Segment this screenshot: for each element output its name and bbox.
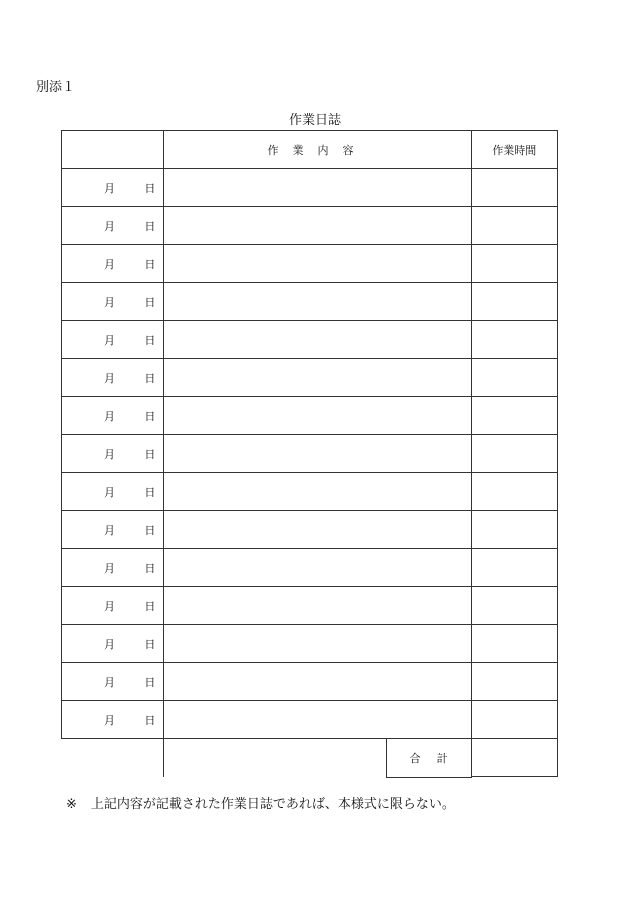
day-label: 日 bbox=[144, 637, 156, 651]
content-cell[interactable] bbox=[164, 435, 471, 473]
footnote-mark: ※ bbox=[66, 797, 77, 812]
month-label: 月 bbox=[104, 181, 115, 195]
hours-cell[interactable] bbox=[471, 663, 557, 701]
month-label: 月 bbox=[104, 713, 115, 727]
date-cell[interactable] bbox=[62, 283, 164, 321]
date-cell[interactable] bbox=[62, 245, 164, 283]
month-label: 月 bbox=[104, 599, 115, 613]
table-row bbox=[62, 169, 558, 207]
hours-cell[interactable] bbox=[471, 245, 557, 283]
hours-cell[interactable] bbox=[471, 435, 557, 473]
table-row bbox=[62, 511, 558, 549]
hours-cell[interactable] bbox=[471, 587, 557, 625]
total-label: 合計 bbox=[409, 751, 464, 765]
table-row bbox=[62, 397, 558, 435]
date-cell[interactable] bbox=[62, 511, 164, 549]
month-label: 月 bbox=[104, 485, 115, 499]
month-label: 月 bbox=[104, 637, 115, 651]
hours-cell[interactable] bbox=[471, 283, 557, 321]
content-cell[interactable] bbox=[164, 359, 471, 397]
entry-rows bbox=[62, 169, 558, 739]
month-label: 月 bbox=[104, 333, 115, 347]
table-row bbox=[62, 207, 558, 245]
hours-cell[interactable] bbox=[471, 321, 557, 359]
date-cell[interactable] bbox=[62, 587, 164, 625]
date-cell[interactable] bbox=[62, 359, 164, 397]
day-label: 日 bbox=[144, 485, 156, 499]
hours-cell[interactable] bbox=[471, 701, 557, 739]
day-label: 日 bbox=[144, 675, 156, 689]
total-row bbox=[62, 739, 558, 777]
hours-cell[interactable] bbox=[471, 359, 557, 397]
date-cell[interactable] bbox=[62, 169, 164, 207]
hours-cell[interactable] bbox=[471, 397, 557, 435]
header-hours-cell: 作業時間 bbox=[471, 131, 557, 169]
hours-cell[interactable] bbox=[471, 549, 557, 587]
total-label-cell bbox=[386, 738, 472, 778]
content-cell[interactable] bbox=[164, 245, 471, 283]
table-row bbox=[62, 625, 558, 663]
table-row bbox=[62, 663, 558, 701]
page-title: 作業日誌 bbox=[288, 113, 341, 128]
day-label: 日 bbox=[144, 219, 156, 233]
date-cell[interactable] bbox=[62, 625, 164, 663]
day-label: 日 bbox=[144, 295, 156, 309]
content-cell[interactable] bbox=[164, 207, 471, 245]
day-label: 日 bbox=[144, 561, 156, 575]
date-cell[interactable] bbox=[62, 397, 164, 435]
hours-cell[interactable] bbox=[471, 473, 557, 511]
month-label: 月 bbox=[104, 447, 115, 461]
month-label: 月 bbox=[104, 219, 115, 233]
footnote-text: 上記内容が記載された作業日誌であれば、本様式に限らない。 bbox=[90, 797, 455, 812]
date-cell[interactable] bbox=[62, 549, 164, 587]
content-cell[interactable] bbox=[164, 663, 471, 701]
hours-cell[interactable] bbox=[471, 625, 557, 663]
total-hours-cell[interactable] bbox=[471, 739, 557, 777]
header-content-cell: 作業内容 bbox=[164, 131, 471, 169]
table-row bbox=[62, 473, 558, 511]
day-label: 日 bbox=[144, 333, 156, 347]
date-cell[interactable] bbox=[62, 663, 164, 701]
content-cell[interactable] bbox=[164, 701, 471, 739]
day-label: 日 bbox=[144, 409, 156, 423]
date-cell[interactable] bbox=[62, 701, 164, 739]
content-cell[interactable] bbox=[164, 625, 471, 663]
table-row bbox=[62, 587, 558, 625]
content-cell[interactable] bbox=[164, 321, 471, 359]
day-label: 日 bbox=[144, 447, 156, 461]
content-cell[interactable] bbox=[164, 169, 471, 207]
month-label: 月 bbox=[104, 409, 115, 423]
table-row bbox=[62, 435, 558, 473]
work-log-table bbox=[61, 130, 558, 777]
content-cell[interactable] bbox=[164, 587, 471, 625]
day-label: 日 bbox=[144, 713, 156, 727]
month-label: 月 bbox=[104, 523, 115, 537]
day-label: 日 bbox=[144, 523, 156, 537]
hours-cell[interactable] bbox=[471, 169, 557, 207]
date-cell[interactable] bbox=[62, 435, 164, 473]
table-row bbox=[62, 549, 558, 587]
date-cell[interactable] bbox=[62, 207, 164, 245]
total-label-wrapper bbox=[164, 739, 471, 777]
content-cell[interactable] bbox=[164, 283, 471, 321]
day-label: 日 bbox=[144, 371, 156, 385]
day-label: 日 bbox=[144, 181, 156, 195]
date-cell[interactable] bbox=[62, 473, 164, 511]
month-label: 月 bbox=[104, 561, 115, 575]
table-row bbox=[62, 359, 558, 397]
month-label: 月 bbox=[104, 295, 115, 309]
total-blank-cell bbox=[62, 739, 164, 777]
table-row bbox=[62, 283, 558, 321]
header-date-cell bbox=[62, 131, 164, 169]
attachment-label: 別添１ bbox=[36, 80, 76, 95]
day-label: 日 bbox=[144, 599, 156, 613]
month-label: 月 bbox=[104, 371, 115, 385]
table-header-row bbox=[62, 131, 558, 169]
table-row bbox=[62, 701, 558, 739]
content-cell[interactable] bbox=[164, 397, 471, 435]
table-row bbox=[62, 245, 558, 283]
day-label: 日 bbox=[144, 257, 156, 271]
hours-cell[interactable] bbox=[471, 207, 557, 245]
month-label: 月 bbox=[104, 675, 115, 689]
content-cell[interactable] bbox=[164, 473, 471, 511]
content-cell[interactable] bbox=[164, 511, 471, 549]
table-row bbox=[62, 321, 558, 359]
footnote bbox=[66, 796, 455, 814]
hours-cell[interactable] bbox=[471, 511, 557, 549]
month-label: 月 bbox=[104, 257, 115, 271]
content-cell[interactable] bbox=[164, 549, 471, 587]
date-cell[interactable] bbox=[62, 321, 164, 359]
